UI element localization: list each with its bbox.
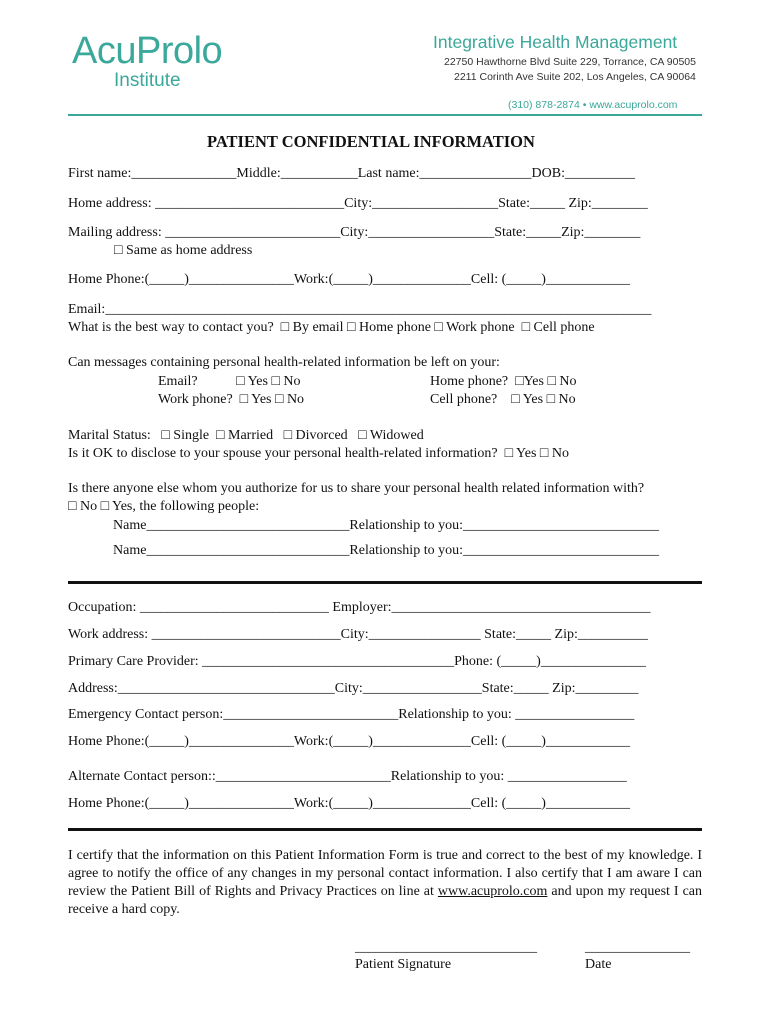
section-divider-2: [68, 828, 702, 831]
date-label: Date: [585, 957, 612, 972]
email-row[interactable]: Email:______________________________________________________________________________: [68, 302, 652, 317]
phones-row-patient[interactable]: Home Phone:(_____)_______________Work:(_____)______________Cell: (_____)____________: [68, 272, 630, 287]
authorize-question: Is there anyone else whom you authorize for us to share your personal health related information with?: [68, 481, 645, 496]
website-link[interactable]: www.acuprolo.com: [437, 884, 548, 899]
same-as-home-checkbox[interactable]: □ Same as home address: [114, 243, 253, 258]
certification-paragraph: [68, 847, 702, 919]
certify-end: and upon my request I can receive a hard copy.: [68, 884, 703, 917]
message-email-option[interactable]: Email? □ Yes □ No: [158, 374, 301, 389]
pcp-address-row[interactable]: Address:_______________________________City:_________________State:_____ Zip:_________: [68, 681, 639, 696]
message-home-option[interactable]: Home phone? □Yes □ No: [430, 374, 577, 389]
contact-line: (310) 878-2874 • www.acuprolo.com: [508, 99, 678, 111]
work-address-row[interactable]: Work address: ___________________________City:________________ State:_____ Zip:__________: [68, 627, 648, 642]
mailing-address-row[interactable]: Mailing address: _________________________City:__________________State:_____Zip:________: [68, 225, 641, 240]
emergency-contact-row[interactable]: Emergency Contact person:_________________________Relationship to you: _________________: [68, 707, 635, 722]
logo-text: AcuProlo: [72, 30, 223, 72]
form-title: PATIENT CONFIDENTIAL INFORMATION: [207, 132, 535, 151]
primary-care-row[interactable]: Primary Care Provider: ____________________________________Phone: (_____)_______________: [68, 654, 646, 669]
address-line-2: 2211 Corinth Ave Suite 202, Los Angeles, CA 90064: [454, 71, 696, 83]
certify-text: I certify that the information on this Patient Information Form is true and correct to the best of my knowledge. I agree to notify the office of any changes in my personal contact information. I also certify that I am aware I can review the Patient Bill of Rights and Privacy Practices on line at: [68, 848, 702, 899]
authorized-person-1[interactable]: Name_____________________________Relationship to you:____________________________: [113, 518, 659, 533]
phones-row-alternate[interactable]: Home Phone:(_____)_______________Work:(_____)______________Cell: (_____)____________: [68, 796, 630, 811]
org-name: Integrative Health Management: [433, 32, 678, 52]
messages-question: Can messages containing personal health-related information be left on your:: [68, 355, 500, 370]
message-work-option[interactable]: Work phone? □ Yes □ No: [158, 392, 305, 407]
address-line-1: 22750 Hawthorne Blvd Suite 229, Torrance, CA 90505: [444, 56, 696, 68]
name-row[interactable]: First name:_______________Middle:___________Last name:________________DOB:__________: [68, 166, 635, 181]
date-field[interactable]: _______________: [585, 940, 690, 955]
contact-preference-row[interactable]: What is the best way to contact you? □ By email □ Home phone □ Work phone □ Cell phone: [68, 320, 595, 335]
message-cell-option[interactable]: Cell phone? □ Yes □ No: [430, 392, 576, 407]
phones-row-emergency[interactable]: Home Phone:(_____)_______________Work:(_____)______________Cell: (_____)____________: [68, 734, 630, 749]
section-divider-1: [68, 581, 702, 584]
occupation-row[interactable]: Occupation: ___________________________ Employer:_____________________________________: [68, 600, 651, 615]
disclose-spouse-row[interactable]: Is it OK to disclose to your spouse your personal health-related information? □ Yes □ No: [68, 446, 569, 461]
home-address-row[interactable]: Home address: ___________________________City:__________________State:_____ Zip:________: [68, 196, 648, 211]
signature-field[interactable]: __________________________: [355, 940, 537, 955]
alternate-contact-row[interactable]: Alternate Contact person::_________________________Relationship to you: _________________: [68, 769, 627, 784]
logo-subtext: Institute: [114, 70, 181, 91]
authorize-options[interactable]: □ No □ Yes, the following people:: [68, 499, 260, 514]
header-divider: [68, 114, 702, 116]
authorized-person-2[interactable]: Name_____________________________Relationship to you:____________________________: [113, 543, 659, 558]
signature-label: Patient Signature: [355, 957, 452, 972]
marital-status-row[interactable]: Marital Status: □ Single □ Married □ Divorced □ Widowed: [68, 428, 424, 443]
